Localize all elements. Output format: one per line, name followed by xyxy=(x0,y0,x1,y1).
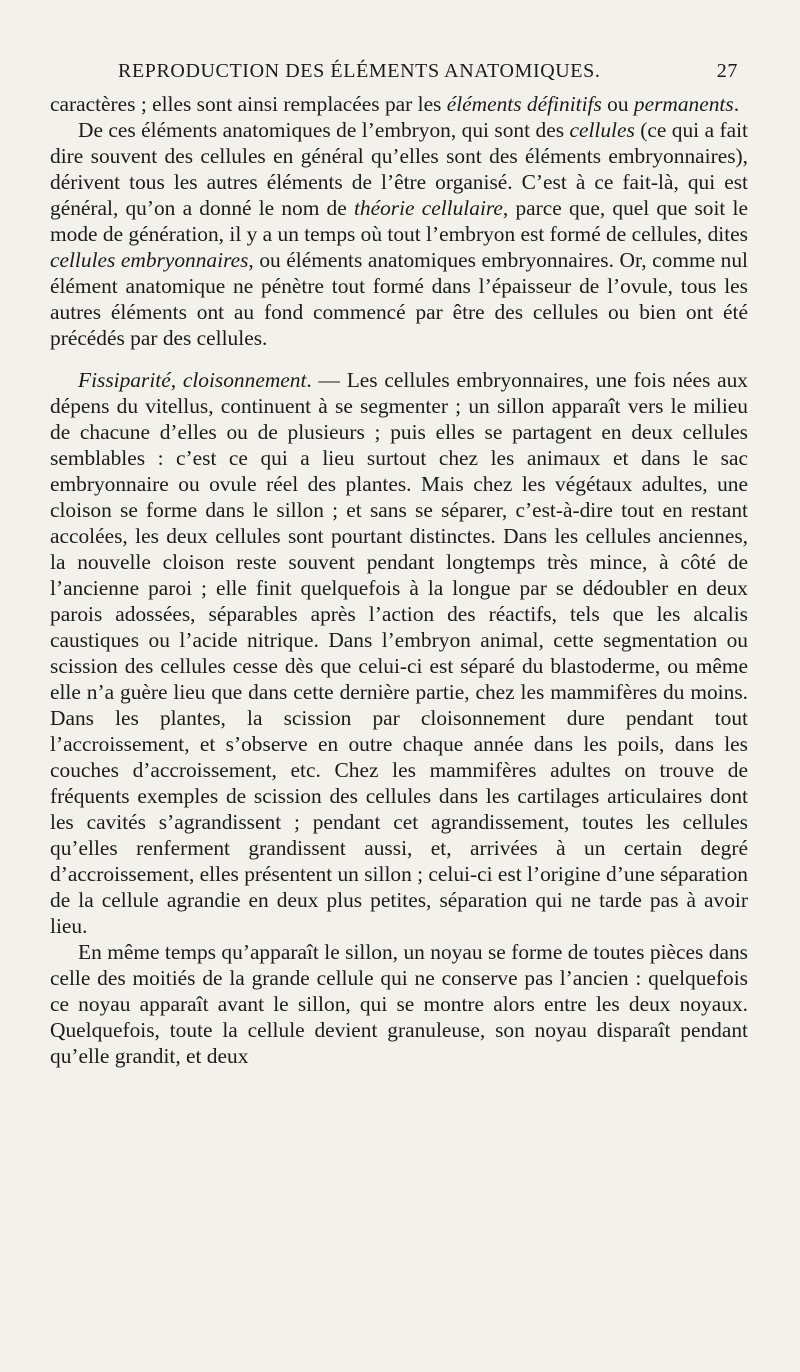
running-head xyxy=(50,60,748,83)
paragraph-3 xyxy=(50,367,748,939)
italic-term: théorie cellulaire xyxy=(353,196,503,220)
text-run: De ces éléments anatomiques de l’embryon, qui sont des xyxy=(78,118,570,142)
text-run: . xyxy=(733,92,740,116)
italic-term: permanents xyxy=(633,92,734,116)
text-run: (ce qui a fait dire souvent des cellules en général qu’elles sont des éléments embryonnaires), dérivent tous les autres éléments de l’être organisé. C’est à ce fait-là, qui est général, qu’on a donné le nom de xyxy=(50,118,748,220)
italic-term: cellules xyxy=(569,118,635,142)
text-run: ou xyxy=(601,92,634,116)
text-run: caractères ; elles sont ainsi remplacées par les xyxy=(50,92,447,116)
paragraph-2 xyxy=(50,117,748,351)
section-heading: Fissiparité, cloisonnement xyxy=(78,368,307,392)
text-run: , ou éléments anatomiques embryonnaires. Or, comme nul élément anatomique ne pénètre tout formé dans l’épaisseur de l’ovule, tous les autres éléments ont au fond commencé par être des cellules ou bien ont été précédés par des cellules. xyxy=(50,248,748,350)
paragraph-4 xyxy=(50,939,748,1069)
text-run: . — Les cellules embryonnaires, une fois nées aux dépens du vitellus, continuent à se segmenter ; un sillon apparaît vers le milieu de chacune d’elles ou de plusieurs ; puis elles se partagent en deux cellules semblables : c’est ce qui a lieu surtout chez les animaux et dans le sac embryonnaire ou ovule réel des plantes. Mais chez les végétaux adultes, une cloison se forme dans le sillon ; et sans se séparer, c’est-à-dire tout en restant accolées, les deux cellules sont pourtant distinctes. Dans les cellules anciennes, la nouvelle cloison reste souvent pendant longtemps très mince, à côté de l’ancienne paroi ; elle finit quelquefois à la longue par se dédoubler en deux parois adossées, séparables après l’action des réactifs, tels que les alcalis caustiques ou l’acide nitrique. Dans l’embryon animal, cette segmentation ou scission des cellules cesse dès que celui-ci est séparé du blastoderme, ou même elle n’a guère lieu que dans cette dernière partie, chez les mammifères du moins. Dans les plantes, la scission par cloisonnement dure pendant tout l’accroissement, et s’observe en outre chaque année dans les poils, dans les couches d’accroissement, etc. Chez les mammifères adultes on trouve de fréquents exemples de scission des cellules dans les cartilages articulaires dont les cavités s’agrandissent ; pendant cet agrandissement, toutes les cellules qu’elles renferment grandissent aussi, et, arrivées à un certain degré d’accroissement, elles présentent un sillon ; celui-ci est l’origine d’une séparation de la cellule agrandie en deux plus petites, séparation qui ne tarde pas à avoir lieu. xyxy=(50,368,749,938)
text-run: , parce que, quel que soit le mode de génération, il y a un temps où tout l’embryon est formé de cellules, dites xyxy=(50,196,748,246)
body-text xyxy=(50,91,748,1069)
paragraph-1 xyxy=(50,91,748,117)
page-number: 27 xyxy=(716,60,738,82)
text-run: En même temps qu’apparaît le sillon, un noyau se forme de toutes pièces dans celle des moitiés de la grande cellule qui ne conserve pas l’ancien : quelquefois ce noyau apparaît avant le sillon, qui se montre alors entre les deux noyaux. Quelquefois, toute la cellule devient granuleuse, son noyau disparaît pendant qu’elle grandit, et deux xyxy=(50,940,748,1068)
italic-term: cellules embryonnaires xyxy=(50,248,249,272)
italic-term: éléments définitifs xyxy=(446,92,602,116)
running-head-title: REPRODUCTION DES ÉLÉMENTS ANATOMIQUES. xyxy=(118,60,601,82)
